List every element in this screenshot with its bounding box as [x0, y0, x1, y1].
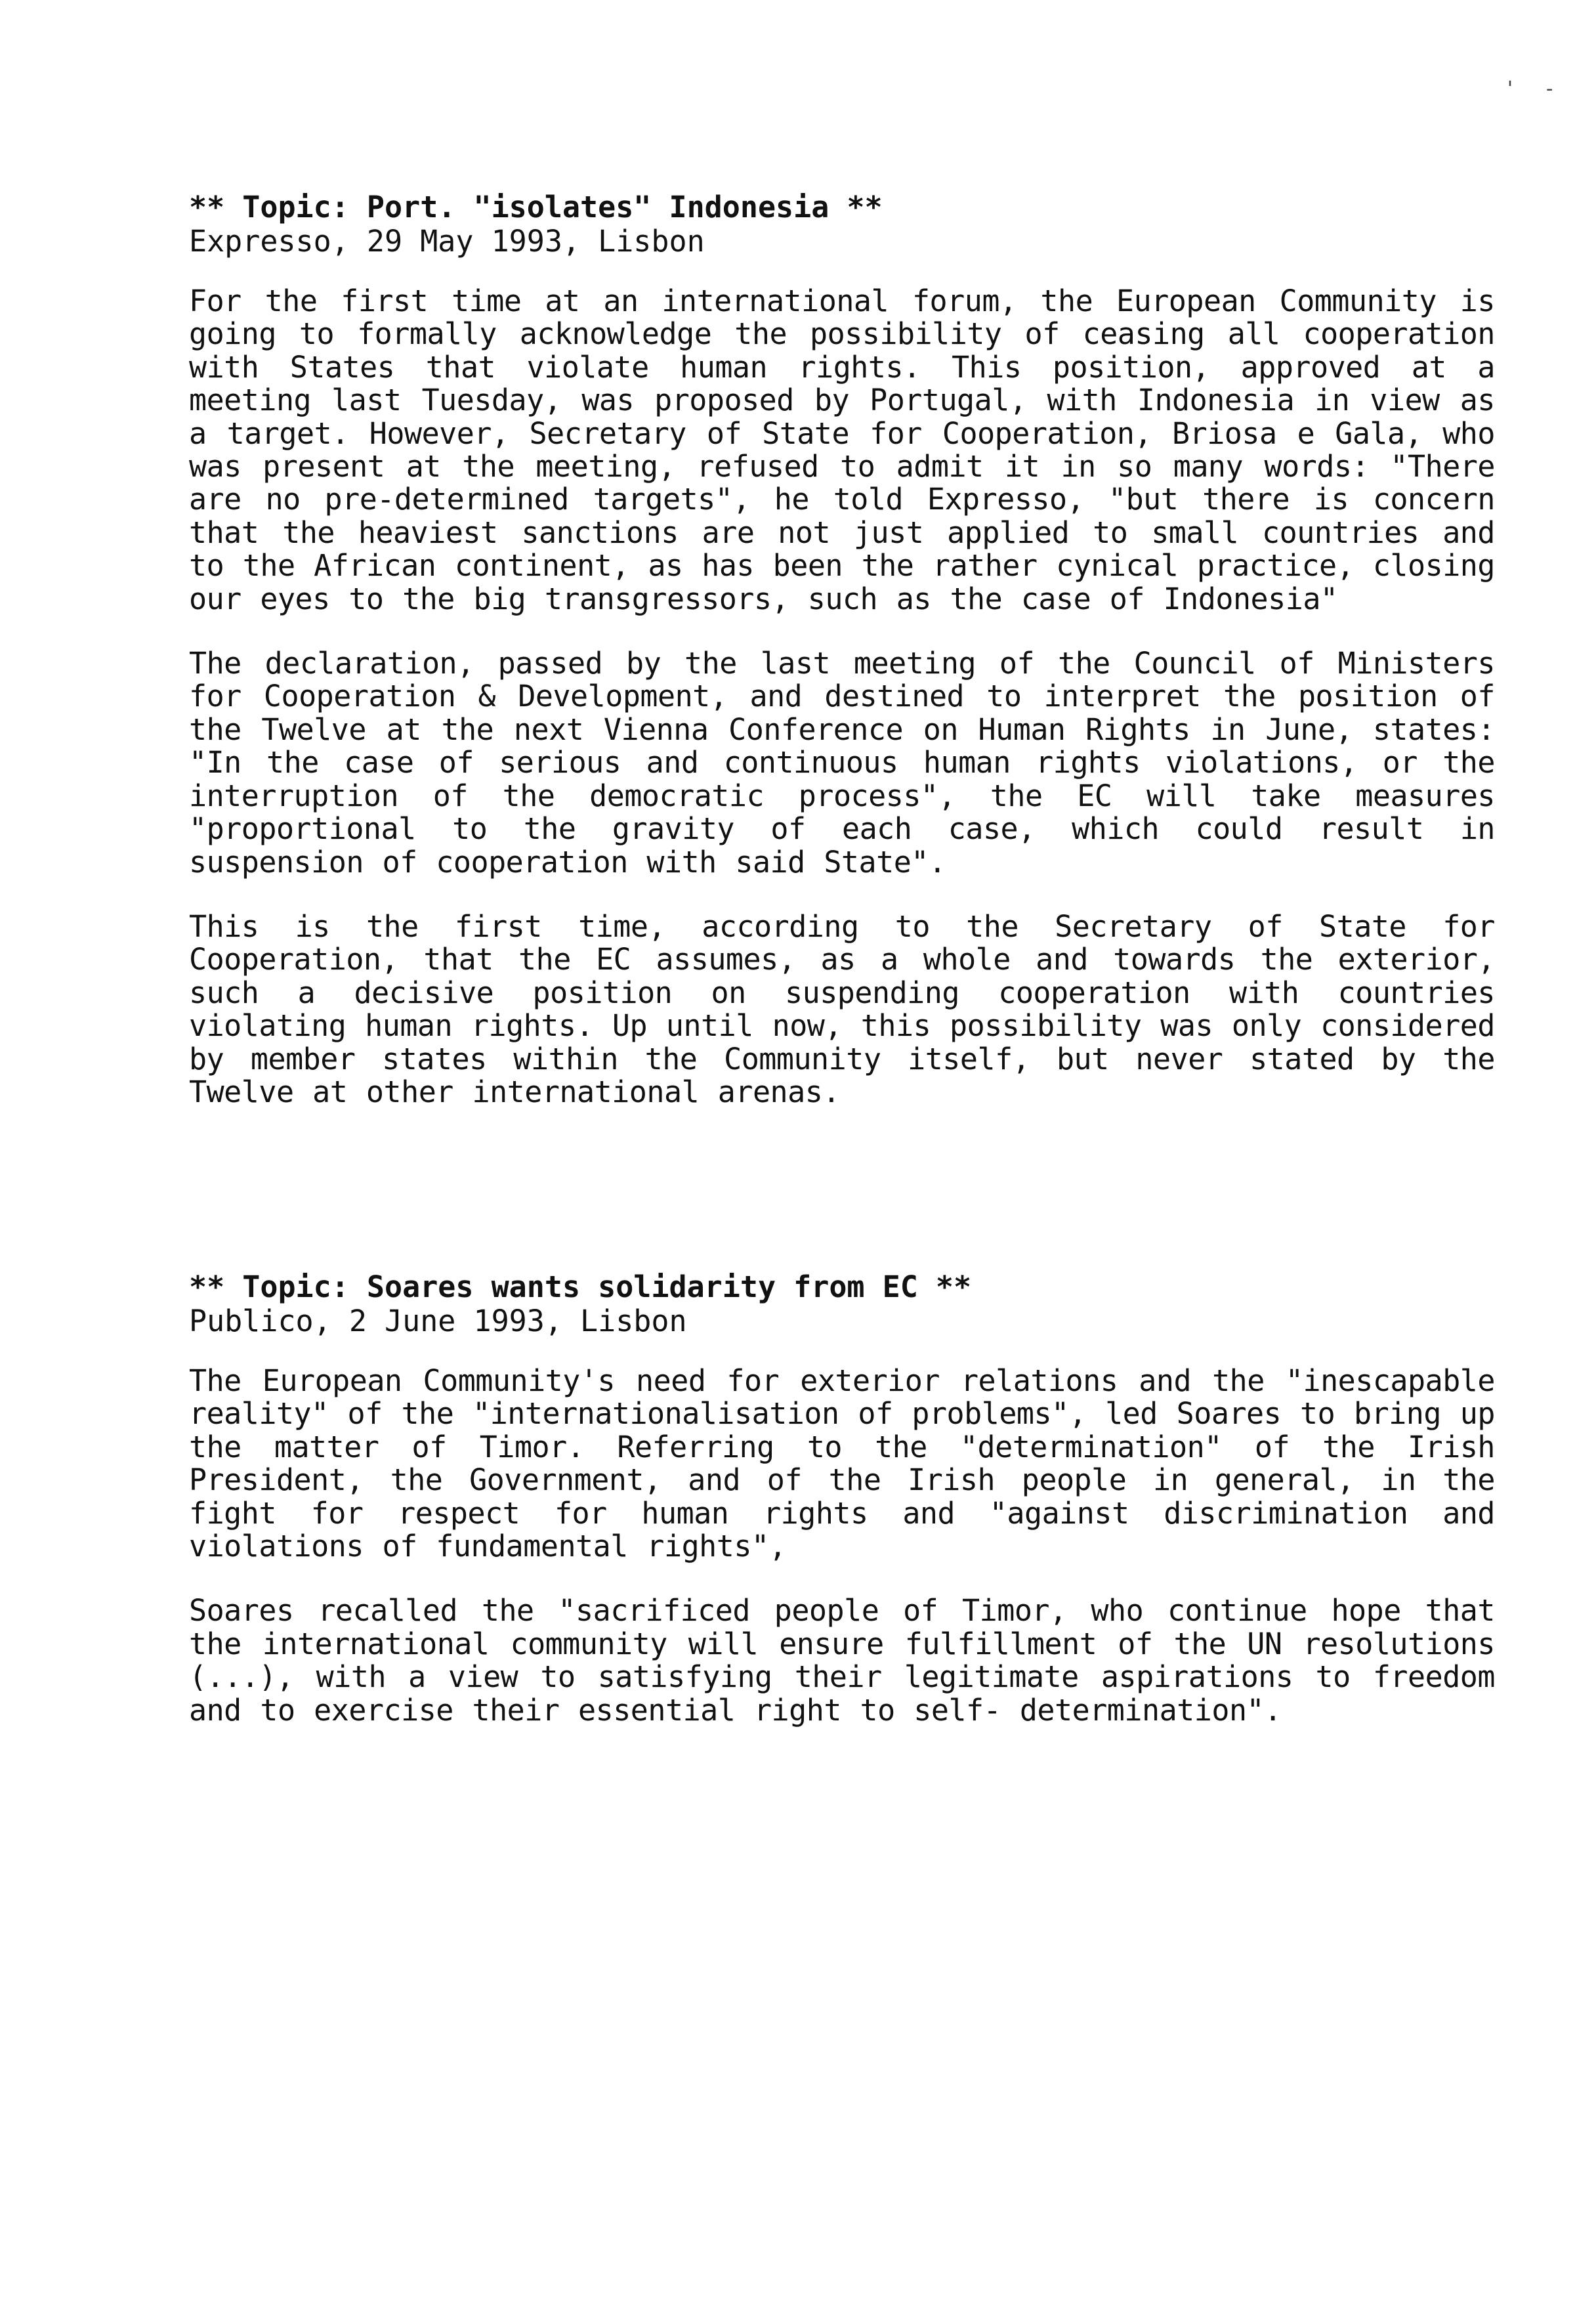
article-paragraph: This is the first time, according to the Secretary of State for Cooperation, that the EC assumes, as a whole and towards the exterior, such a decisive position on suspending cooperation with countries violating human rights. Up until now, this possibility was only considered by member states within the Community itself, but never stated by the Twelve at other international arenas.: [189, 908, 1495, 1109]
article-paragraph: The declaration, passed by the last meeting of the Council of Ministers for Cooperation & Development, and destined to interpret the position of the Twelve at the next Vienna Conference on Human Rights in June, states: "In the case of serious and continuous human rights violations, or the interruption of the democratic process", the EC will take measures "proportional to the gravity of each case, which could result in suspension of cooperation with said State".: [189, 646, 1495, 880]
article-paragraph: Soares recalled the "sacrificed people of Timor, who continue hope that the international community will ensure fulfillment of the UN resolutions (...), with a view to satisfying their legitimate aspirations to freedom and to exercise their essential right to self- determination".: [189, 1593, 1495, 1728]
corner-mark: ' -: [1504, 77, 1564, 100]
topic-source: Publico, 2 June 1993, Lisbon: [189, 1304, 687, 1338]
topic-heading: ** Topic: Soares wants solidarity from EC **: [189, 1269, 972, 1304]
article-paragraph: The European Community's need for exterior relations and the "inescapable reality" of the "internationalisation of problems", led Soares to bring up the matter of Timor. Referring to the "determination" of the Irish President, the Government, and of the Irish people in general, in the fight for respect for human rights and "against discrimination and violations of fundamental rights",: [189, 1363, 1495, 1564]
topic-source: Expresso, 29 May 1993, Lisbon: [189, 224, 705, 259]
topic-section-indonesia: [189, 190, 1495, 1140]
topic-section-soares: [189, 1270, 1495, 1758]
article-paragraph: For the first time at an international forum, the European Community is going to formally acknowledge the possibility of ceasing all cooperation with States that violate human rights. This position, approved at a meeting last Tuesday, was proposed by Portugal, with Indonesia in view as a target. However, Secretary of State for Cooperation, Briosa e Gala, who was present at the meeting, refused to admit it in so many words: "There are no pre-determined targets", he told Expresso, "but there is concern that the heaviest sanctions are not just applied to small countries and to the African continent, as has been the rather cynical practice, closing our eyes to the big transgressors, such as the case of Indonesia": [189, 284, 1495, 616]
topic-heading: ** Topic: Port. "isolates" Indonesia **: [189, 190, 883, 224]
